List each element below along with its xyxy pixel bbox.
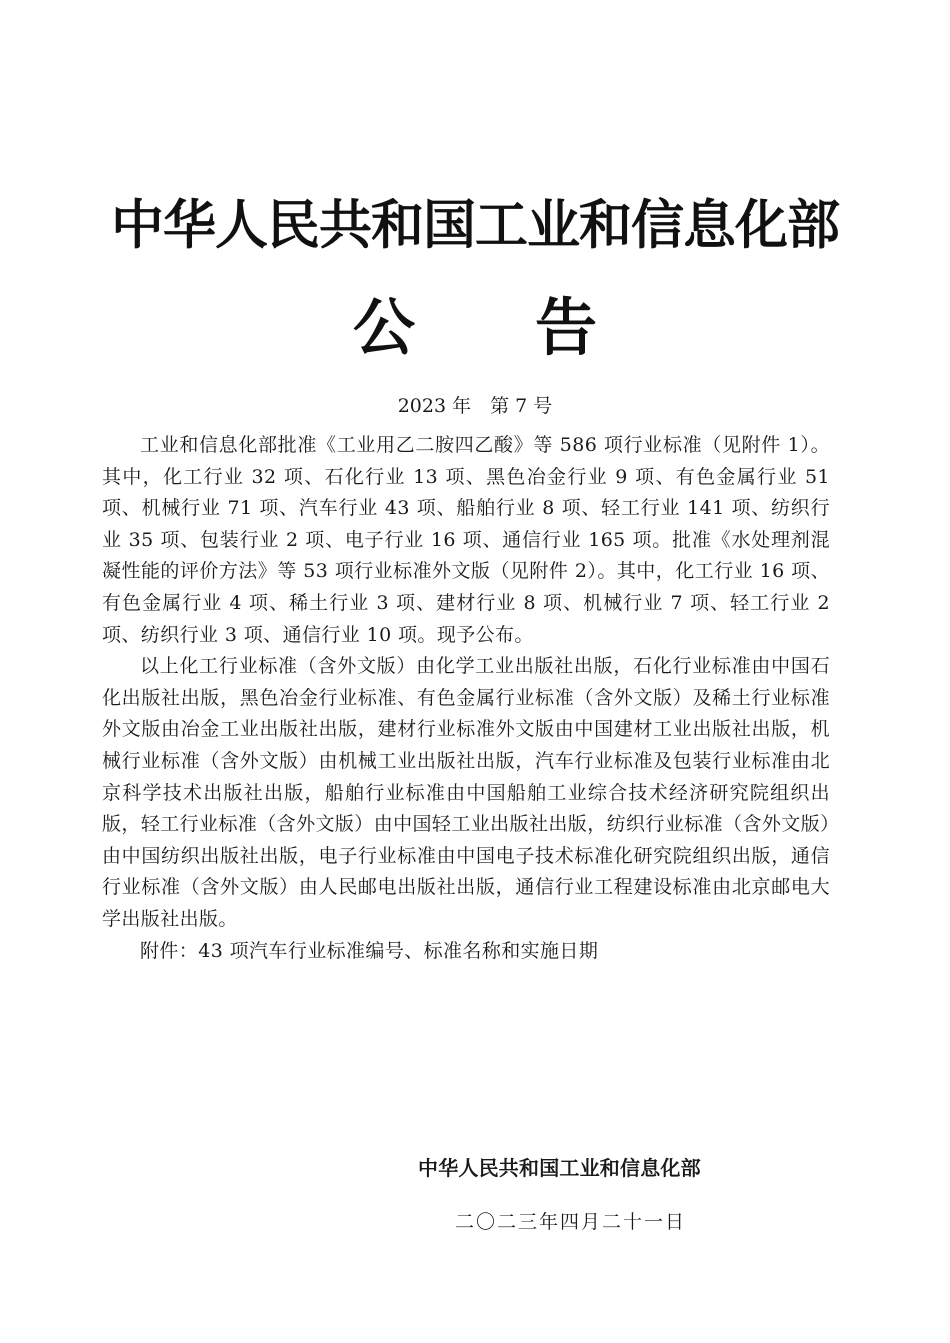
document-number: 2023 年 第 7 号	[397, 395, 553, 417]
issue-date: 二〇二三年四月二十一日	[455, 1211, 687, 1233]
paragraph-approval: 工业和信息化部批准《工业用乙二胺四乙酸》等 586 项行业标准（见附件 1）。其中，化工行业 32 项、石化行业 13 项、黑色冶金行业 9 项、有色金属行业 51 项、机械行业 71 项、汽车行业 43 项、船舶行业 8 项、轻工行业 141 项、纺织行业 35 项、包装行业 2 项、电子行业 16 项、通信行业 165 项。批准《水处理剂混凝性能的评价方法》等 53 项行业标准外文版（见附件 2）。其中，化工行业 16 项、有色金属行业 4 项、稀土行业 3 项、建材行业 8 项、机械行业 7 项、轻工行业 2 项、纺织行业 3 项、通信行业 10 项。现予公布。	[102, 434, 830, 646]
document-type-title	[0, 288, 950, 368]
issuer-signature: 中华人民共和国工业和信息化部	[418, 1156, 701, 1180]
paragraph-attachment: 附件：43 项汽车行业标准编号、标准名称和实施日期	[140, 939, 599, 962]
announcement-body	[102, 430, 830, 967]
document-type-char-2: 告	[535, 291, 598, 364]
issuer-title: 中华人民共和国工业和信息化部	[111, 195, 839, 256]
paragraph-publishers: 以上化工行业标准（含外文版）由化学工业出版社出版，石化行业标准由中国石化出版社出版，黑色冶金行业标准、有色金属行业标准（含外文版）及稀土行业标准外文版由冶金工业出版社出版，建材行业标准外文版由中国建材工业出版社出版，机械行业标准（含外文版）由机械工业出版社出版，汽车行业标准及包装行业标准由北京科学技术出版社出版，船舶行业标准由中国船舶工业综合技术经济研究院组织出版，轻工行业标准（含外文版）由中国轻工业出版社出版，纺织行业标准（含外文版）由中国纺织出版社出版，电子行业标准由中国电子技术标准化研究院组织出版，通信行业标准（含外文版）由人民邮电出版社出版，通信行业工程建设标准由北京邮电大学出版社出版。	[102, 655, 830, 930]
document-type-char-1: 公	[352, 291, 415, 364]
